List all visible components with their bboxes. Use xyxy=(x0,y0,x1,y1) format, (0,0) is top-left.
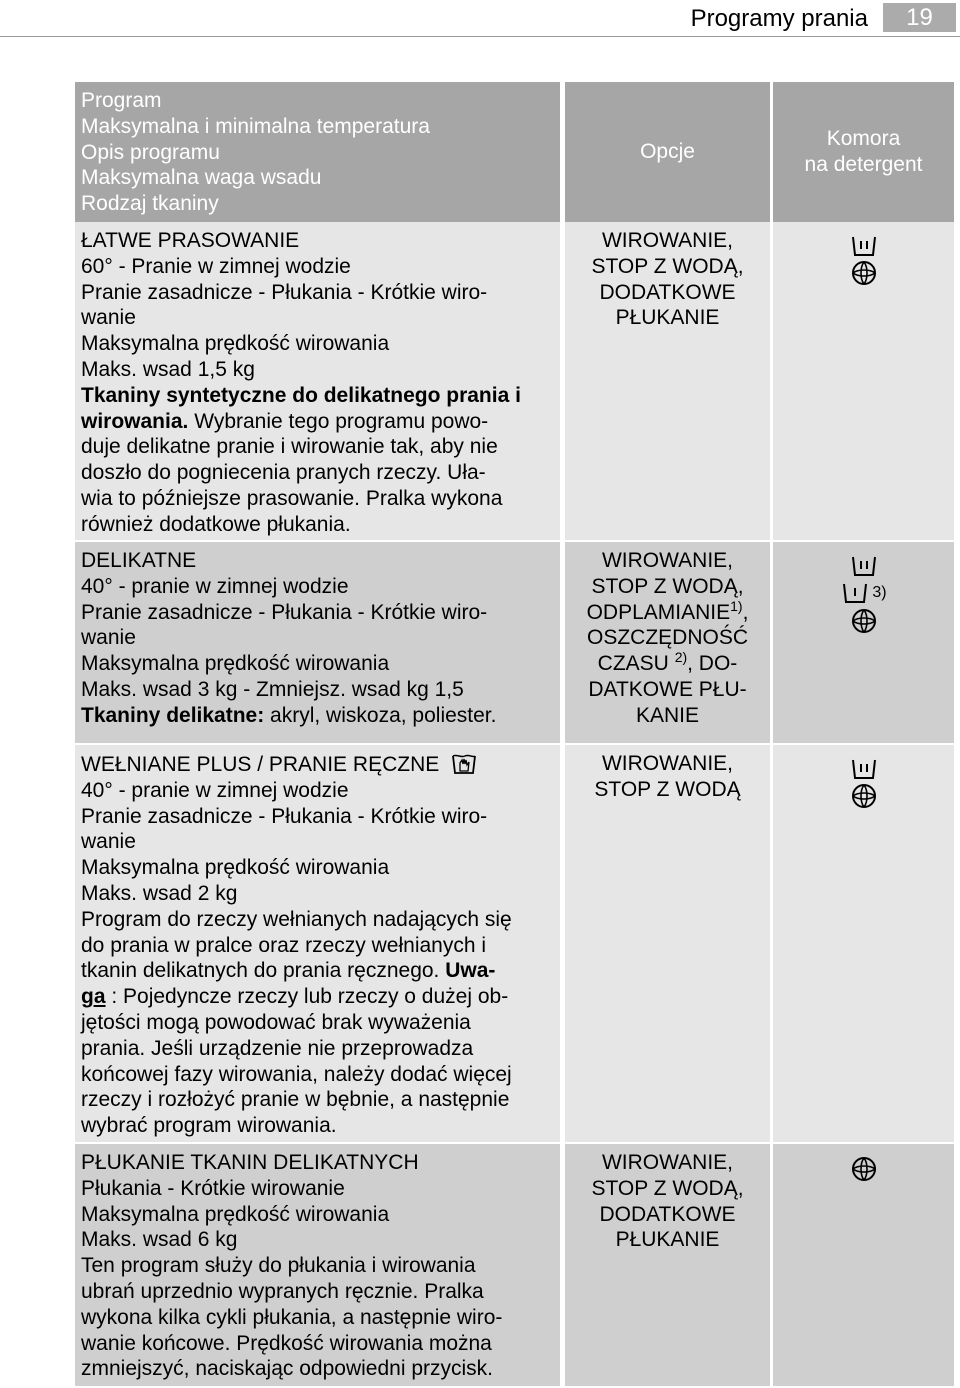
fabric-type-bold: Tkaniny delikatne: xyxy=(81,703,265,727)
program-name: ŁATWE PRASOWANIE xyxy=(81,229,300,252)
option-line: DATKOWE PŁU- xyxy=(588,677,747,701)
option-line: DODATKOWE xyxy=(599,280,736,304)
program-name: WEŁNIANE PLUS / PRANIE RĘCZNE xyxy=(81,753,440,776)
warning-label: Uwa- xyxy=(445,959,496,983)
fabric-line: wykona kilka cykli płukania, a następnie wiro- xyxy=(81,1305,503,1329)
main-wash-icon xyxy=(849,757,879,781)
program-cell-delicates xyxy=(75,542,560,743)
fabric-type-bold: Tkaniny syntetyczne do delikatnego prania i xyxy=(81,383,521,407)
program-description-line: wanie xyxy=(81,626,136,650)
header-line: Opis programu xyxy=(81,140,220,164)
program-description-line: wanie xyxy=(81,306,136,330)
warning-line: wybrać program wirowania. xyxy=(81,1114,337,1138)
options-cell-delicates xyxy=(565,542,770,743)
option-text: , DO- xyxy=(687,652,738,676)
program-temperature: 40° - pranie w zimnej wodzie xyxy=(81,778,349,802)
option-line: PŁUKANIE xyxy=(615,1228,720,1252)
fabric-text: akryl, wiskoza, poliester. xyxy=(264,703,497,727)
option-line: STOP Z WODĄ xyxy=(594,777,741,801)
softener-icon xyxy=(851,783,877,809)
stain-icon xyxy=(840,581,870,605)
program-description-line: Pranie zasadnicze - Płukania - Krótkie wiro- xyxy=(81,804,488,828)
softener-icon xyxy=(851,608,877,634)
main-wash-icon xyxy=(849,234,879,258)
option-line: STOP Z WODĄ, xyxy=(591,1176,744,1200)
fabric-type-bold: wirowania. xyxy=(81,409,189,433)
hand-wash-icon xyxy=(451,751,477,775)
fabric-line: do prania w pralce oraz rzeczy wełnianych i xyxy=(81,933,487,957)
column-header-options xyxy=(565,82,770,222)
fabric-line: wia to późniejsze prasowanie. Pralka wykona xyxy=(81,486,503,510)
program-description-line: Maksymalna prędkość wirowania xyxy=(81,1202,390,1226)
main-wash-icon xyxy=(849,554,879,578)
footnote-ref: 1) xyxy=(730,597,743,614)
warning-line: jętości mogą powodować brak wyważenia xyxy=(81,1010,471,1034)
program-cell-delicate-rinse xyxy=(75,1144,560,1386)
option-line: WIROWANIE, xyxy=(601,229,734,252)
options-cell-wool xyxy=(565,745,770,1142)
header-options-label: Opcje xyxy=(640,140,695,164)
header-divider xyxy=(0,36,960,37)
header-line: na detergent xyxy=(804,153,923,176)
option-line: STOP Z WODĄ, xyxy=(591,254,744,278)
option-text: , xyxy=(742,600,749,624)
program-temperature: 60° - Pranie w zimnej wodzie xyxy=(81,254,351,278)
fabric-line: wanie końcowe. Prędkość wirowania można xyxy=(81,1331,492,1355)
option-line: OSZCZĘDNOŚĆ xyxy=(586,626,748,650)
page-number-badge: 19 xyxy=(883,3,956,32)
options-cell-delicate-rinse xyxy=(565,1144,770,1386)
fabric-line: Ten program służy do płukania i wirowania xyxy=(81,1254,476,1278)
warning-line: rzeczy i rozłożyć pranie w bębnie, a następnie xyxy=(81,1088,510,1112)
program-description-line: Płukania - Krótkie wirowanie xyxy=(81,1176,345,1200)
option-line: WIROWANIE, xyxy=(601,1151,734,1174)
footnote-ref: 3) xyxy=(872,584,887,601)
fabric-line: doszło do pogniecenia pranych rzeczy. Uła- xyxy=(81,461,486,485)
fabric-text: Wybranie tego programu powo- xyxy=(188,409,489,433)
options-cell-easy-iron xyxy=(565,222,770,540)
option-text: CZASU xyxy=(597,652,675,676)
page-header-title: Programy prania xyxy=(690,5,868,32)
header-line: Program xyxy=(81,89,162,112)
warning-label: ga xyxy=(81,985,106,1009)
warning-line: prania. Jeśli urządzenie nie przeprowadza xyxy=(81,1036,474,1060)
fabric-text: tkanin delikatnych do prania ręcznego. xyxy=(81,959,446,983)
detergent-cell-delicates xyxy=(773,542,954,743)
program-load: Maks. wsad 1,5 kg xyxy=(81,357,255,381)
program-description-line: Maksymalna prędkość wirowania xyxy=(81,332,390,356)
program-cell-easy-iron xyxy=(75,222,560,540)
detergent-cell-wool xyxy=(773,745,954,1142)
fabric-line: Program do rzeczy wełnianych nadających się xyxy=(81,907,512,931)
program-temperature: 40° - pranie w zimnej wodzie xyxy=(81,574,349,598)
program-cell-wool xyxy=(75,745,560,1142)
program-description-line: Pranie zasadnicze - Płukania - Krótkie wiro- xyxy=(81,600,488,624)
fabric-line: również dodatkowe płukania. xyxy=(81,512,351,536)
fabric-line: zmniejszyć, naciskając odpowiedni przycisk. xyxy=(81,1357,493,1381)
warning-line: końcowej fazy wirowania, należy dodać więcej xyxy=(81,1062,512,1086)
column-header-program xyxy=(75,82,560,222)
header-line: Komora xyxy=(826,127,901,151)
program-load: Maks. wsad 6 kg xyxy=(81,1228,238,1252)
softener-icon xyxy=(851,1156,877,1182)
header-line: Rodzaj tkaniny xyxy=(81,192,219,216)
option-line: KANIE xyxy=(635,703,700,727)
header-line: Maksymalna i minimalna temperatura xyxy=(81,114,430,138)
program-name: DELIKATNE xyxy=(81,549,197,572)
detergent-cell-easy-iron xyxy=(773,222,954,540)
program-description-line: Maksymalna prędkość wirowania xyxy=(81,652,390,676)
option-line: STOP Z WODĄ, xyxy=(591,574,744,598)
detergent-cell-delicate-rinse xyxy=(773,1144,954,1386)
option-text: ODPLAMIANIE xyxy=(586,600,731,624)
program-description-line: Maksymalna prędkość wirowania xyxy=(81,856,390,880)
program-load: Maks. wsad 3 kg - Zmniejsz. wsad kg 1,5 xyxy=(81,677,464,701)
softener-icon xyxy=(851,260,877,286)
option-line: DODATKOWE xyxy=(599,1202,736,1226)
column-header-detergent xyxy=(773,82,954,222)
header-line: Maksymalna waga wsadu xyxy=(81,166,322,190)
program-name: PŁUKANIE TKANIN DELIKATNYCH xyxy=(81,1151,419,1174)
option-line: WIROWANIE, xyxy=(601,549,734,572)
option-line: WIROWANIE, xyxy=(601,752,734,775)
fabric-line: ubrań uprzednio wypranych ręcznie. Pralka xyxy=(81,1279,484,1303)
fabric-line: duje delikatne pranie i wirowanie tak, aby nie xyxy=(81,435,498,459)
program-description-line: wanie xyxy=(81,830,136,854)
program-description-line: Pranie zasadnicze - Płukania - Krótkie wiro- xyxy=(81,280,488,304)
warning-text: : Pojedyncze rzeczy lub rzeczy o dużej ob- xyxy=(105,985,509,1009)
footnote-ref: 2) xyxy=(674,649,688,666)
option-line: PŁUKANIE xyxy=(615,306,720,330)
program-load: Maks. wsad 2 kg xyxy=(81,881,238,905)
